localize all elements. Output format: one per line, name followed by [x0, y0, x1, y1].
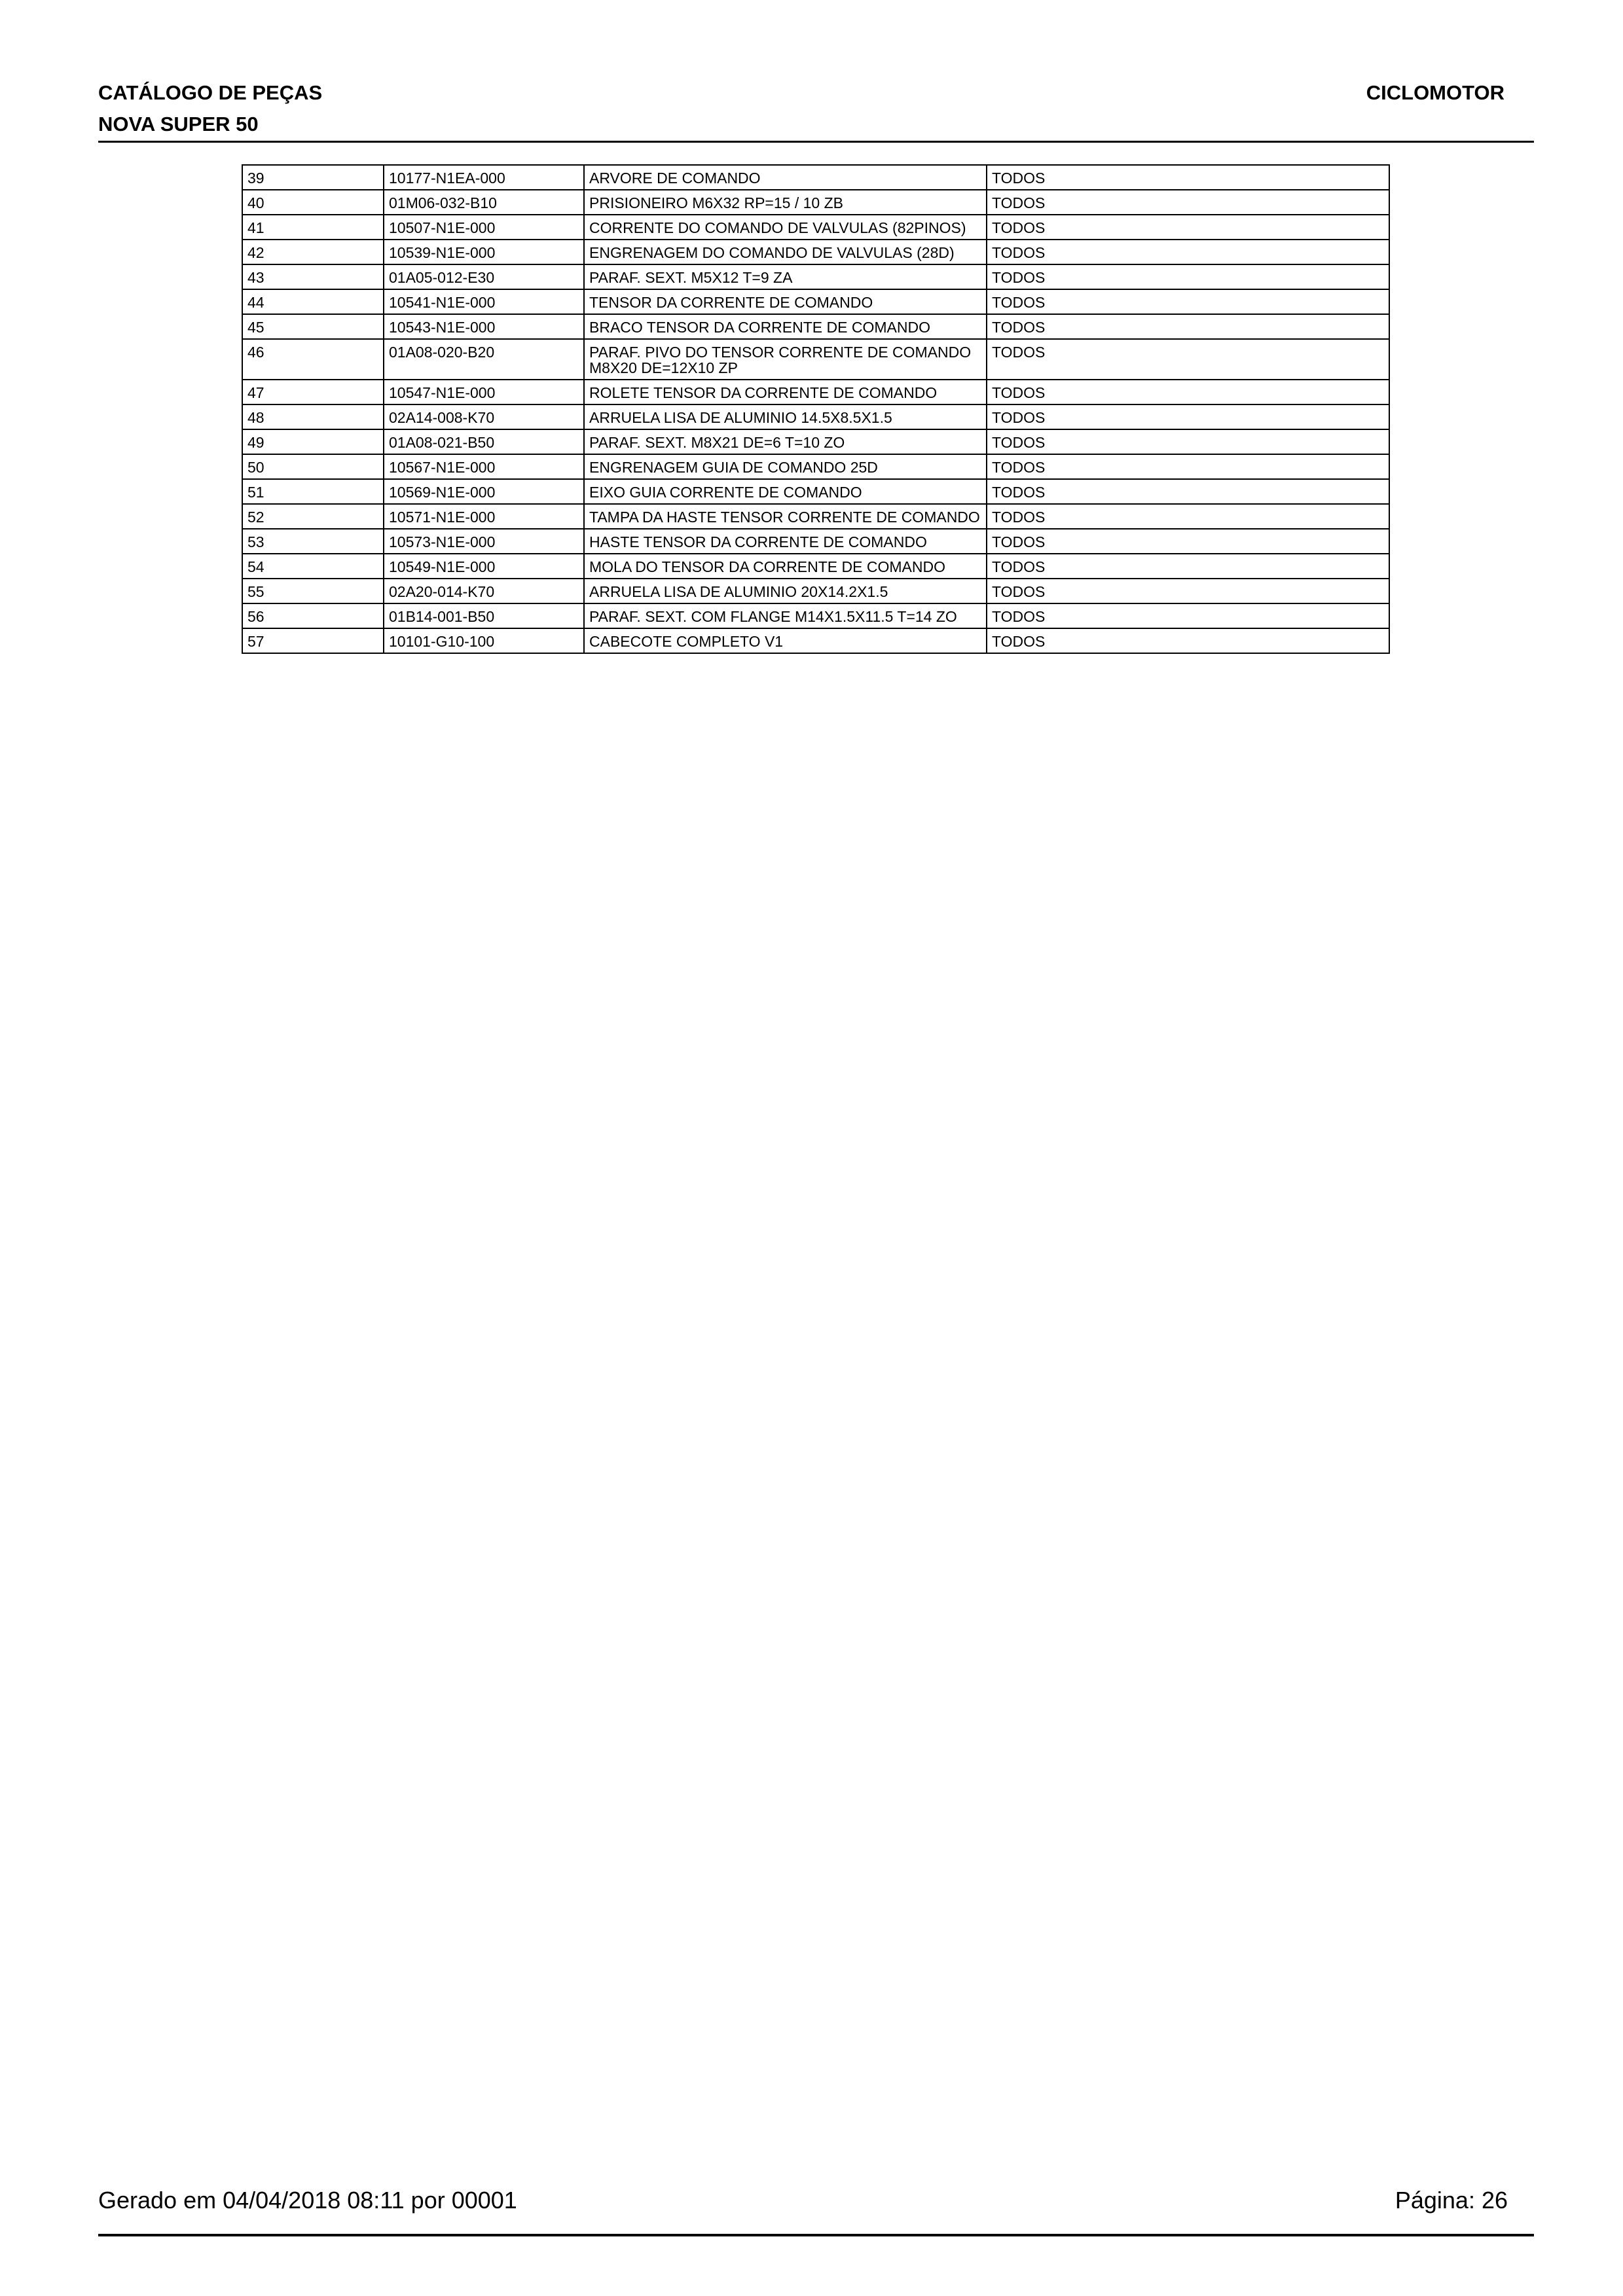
part-code-cell: 10569-N1E-000	[384, 479, 584, 504]
item-number-cell: 47	[242, 380, 384, 404]
item-number-cell: 50	[242, 454, 384, 479]
description-cell: ENGRENAGEM DO COMANDO DE VALVULAS (28D)	[584, 240, 987, 264]
part-code-cell: 10541-N1E-000	[384, 289, 584, 314]
model-cell: TODOS	[987, 339, 1389, 380]
table-row	[242, 240, 1389, 264]
part-code-cell: 01M06-032-B10	[384, 190, 584, 215]
footer-divider	[98, 2234, 1534, 2236]
model-cell: TODOS	[987, 554, 1389, 579]
model-cell: TODOS	[987, 504, 1389, 529]
table-row	[242, 380, 1389, 404]
table-row	[242, 339, 1389, 380]
model-cell: TODOS	[987, 240, 1389, 264]
model-cell: TODOS	[987, 289, 1389, 314]
table-row	[242, 479, 1389, 504]
model-cell: TODOS	[987, 190, 1389, 215]
part-code-cell: 10101-G10-100	[384, 628, 584, 653]
item-number-cell: 44	[242, 289, 384, 314]
table-row	[242, 404, 1389, 429]
description-cell: ROLETE TENSOR DA CORRENTE DE COMANDO	[584, 380, 987, 404]
table-row	[242, 603, 1389, 628]
model-cell: TODOS	[987, 404, 1389, 429]
model-cell: TODOS	[987, 454, 1389, 479]
description-cell: PARAF. SEXT. M5X12 T=9 ZA	[584, 264, 987, 289]
part-code-cell: 02A14-008-K70	[384, 404, 584, 429]
model-cell: TODOS	[987, 579, 1389, 603]
item-number-cell: 54	[242, 554, 384, 579]
description-cell: BRACO TENSOR DA CORRENTE DE COMANDO	[584, 314, 987, 339]
description-cell: MOLA DO TENSOR DA CORRENTE DE COMANDO	[584, 554, 987, 579]
model-cell: TODOS	[987, 215, 1389, 240]
table-row	[242, 264, 1389, 289]
part-code-cell: 10573-N1E-000	[384, 529, 584, 554]
document-header	[98, 77, 322, 140]
item-number-cell: 42	[242, 240, 384, 264]
table-row	[242, 554, 1389, 579]
part-code-cell: 10177-N1EA-000	[384, 165, 584, 190]
table-row	[242, 289, 1389, 314]
part-code-cell: 10539-N1E-000	[384, 240, 584, 264]
table-row	[242, 579, 1389, 603]
table-row	[242, 190, 1389, 215]
catalog-title: CATÁLOGO DE PEÇAS	[98, 81, 323, 104]
table-row	[242, 165, 1389, 190]
model-cell: TODOS	[987, 603, 1389, 628]
table-row	[242, 429, 1389, 454]
item-number-cell: 51	[242, 479, 384, 504]
item-number-cell: 43	[242, 264, 384, 289]
table-row	[242, 215, 1389, 240]
part-code-cell: 02A20-014-K70	[384, 579, 584, 603]
item-number-cell: 57	[242, 628, 384, 653]
item-number-cell: 39	[242, 165, 384, 190]
description-cell: TENSOR DA CORRENTE DE COMANDO	[584, 289, 987, 314]
table-row	[242, 529, 1389, 554]
description-cell: TAMPA DA HASTE TENSOR CORRENTE DE COMANDO	[584, 504, 987, 529]
model-cell: TODOS	[987, 380, 1389, 404]
model-cell: TODOS	[987, 628, 1389, 653]
table-row	[242, 454, 1389, 479]
model-cell: TODOS	[987, 314, 1389, 339]
description-cell: ARVORE DE COMANDO	[584, 165, 987, 190]
description-cell: HASTE TENSOR DA CORRENTE DE COMANDO	[584, 529, 987, 554]
table-row	[242, 504, 1389, 529]
description-cell: PRISIONEIRO M6X32 RP=15 / 10 ZB	[584, 190, 987, 215]
part-code-cell: 01A08-020-B20	[384, 339, 584, 380]
item-number-cell: 55	[242, 579, 384, 603]
item-number-cell: 56	[242, 603, 384, 628]
item-number-cell: 48	[242, 404, 384, 429]
description-cell: ARRUELA LISA DE ALUMINIO 20X14.2X1.5	[584, 579, 987, 603]
part-code-cell: 01A05-012-E30	[384, 264, 584, 289]
parts-table-body	[242, 165, 1389, 653]
model-cell: TODOS	[987, 264, 1389, 289]
part-code-cell: 10549-N1E-000	[384, 554, 584, 579]
part-code-cell: 01B14-001-B50	[384, 603, 584, 628]
model-cell: TODOS	[987, 429, 1389, 454]
table-row	[242, 628, 1389, 653]
page-number: Página: 26	[1395, 2187, 1508, 2214]
description-cell: EIXO GUIA CORRENTE DE COMANDO	[584, 479, 987, 504]
description-cell: ARRUELA LISA DE ALUMINIO 14.5X8.5X1.5	[584, 404, 987, 429]
description-cell: PARAF. PIVO DO TENSOR CORRENTE DE COMANDO M8X20 DE=12X10 ZP	[584, 339, 987, 380]
description-cell: ENGRENAGEM GUIA DE COMANDO 25D	[584, 454, 987, 479]
description-cell: CORRENTE DO COMANDO DE VALVULAS (82PINOS)	[584, 215, 987, 240]
item-number-cell: 49	[242, 429, 384, 454]
description-cell: PARAF. SEXT. COM FLANGE M14X1.5X11.5 T=14 ZO	[584, 603, 987, 628]
part-code-cell: 10567-N1E-000	[384, 454, 584, 479]
item-number-cell: 41	[242, 215, 384, 240]
part-code-cell: 10571-N1E-000	[384, 504, 584, 529]
item-number-cell: 53	[242, 529, 384, 554]
table-row	[242, 314, 1389, 339]
part-code-cell: 01A08-021-B50	[384, 429, 584, 454]
parts-table	[242, 164, 1390, 654]
item-number-cell: 45	[242, 314, 384, 339]
part-code-cell: 10543-N1E-000	[384, 314, 584, 339]
generated-info: Gerado em 04/04/2018 08:11 por 00001	[98, 2187, 517, 2214]
item-number-cell: 46	[242, 339, 384, 380]
item-number-cell: 52	[242, 504, 384, 529]
model-cell: TODOS	[987, 165, 1389, 190]
model-cell: TODOS	[987, 529, 1389, 554]
header-divider	[98, 141, 1534, 143]
part-code-cell: 10547-N1E-000	[384, 380, 584, 404]
description-cell: PARAF. SEXT. M8X21 DE=6 T=10 ZO	[584, 429, 987, 454]
part-code-cell: 10507-N1E-000	[384, 215, 584, 240]
model-name: NOVA SUPER 50	[98, 113, 259, 135]
description-cell: CABECOTE COMPLETO V1	[584, 628, 987, 653]
item-number-cell: 40	[242, 190, 384, 215]
model-cell: TODOS	[987, 479, 1389, 504]
vehicle-category: CICLOMOTOR	[1366, 81, 1504, 104]
